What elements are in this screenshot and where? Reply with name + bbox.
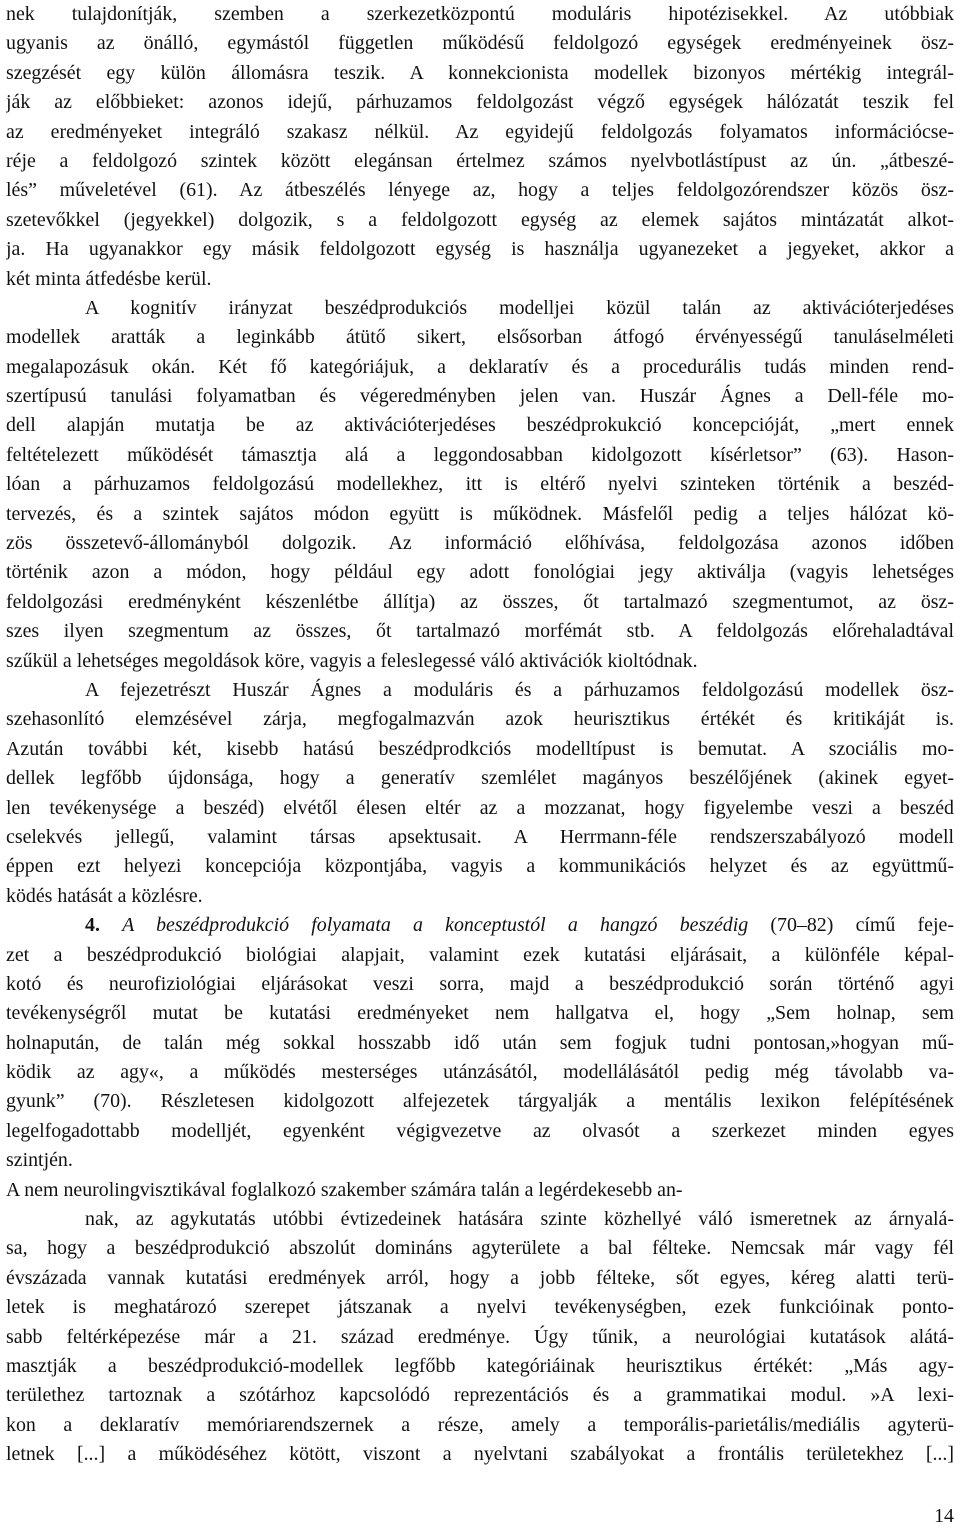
text-line: szintjén. <box>6 1149 73 1172</box>
text-line: dell alapján mutatja be az aktivációterjedéses beszédprokukció koncepcióját, „mert ennek <box>6 414 954 437</box>
body-text <box>6 0 954 1470</box>
text-line: gyunk” (70). Részletesen kidolgozott alfejezetek tárgyalják a mentális lexikon felépítésének <box>6 1090 954 1113</box>
text-line: ják az előbbieket: azonos idejű, párhuzamos feldolgozást végző egységek hálózatát teszik fel <box>6 91 954 114</box>
text-line: szegzését egy külön állomásra teszik. A konnekcionista modellek bizonyos mértékig integrál- <box>6 61 954 84</box>
text-line: zet a beszédprodukció biológiai alapjait, valamint ezek kutatási eljárásait, a különféle képal- <box>6 943 954 966</box>
text-line: feltételezett működését támasztja alá a leggondosabban kidolgozott kísérletsor” (63). Hason- <box>6 443 954 466</box>
text-line: nak, az agykutatás utóbbi évtizedeinek hatására szinte közhellyé váló ismeretnek az árnyalá- <box>85 1208 954 1231</box>
text-line: kotó és neurofiziológiai eljárásokat veszi sorra, majd a beszédprodukció során történő agyi <box>6 972 954 995</box>
chapter-title: A beszédprodukció folyamata a konceptustól a hangzó beszédig <box>122 914 749 937</box>
text-line: A fejezetrészt Huszár Ágnes a moduláris és a párhuzamos feldolgozású modellek ösz- <box>85 678 954 701</box>
text-line: szertípusú tanulási folyamatban és végeredményben jelen van. Huszár Ágnes a Dell-féle mo- <box>6 385 954 408</box>
text-line: A nem neurolingvisztikával foglalkozó szakember számára talán a legérdekesebb an- <box>6 1178 683 1201</box>
text-line: lóan a párhuzamos feldolgozású modellekhez, itt is eltérő nyelvi szinteken történik a beszéd- <box>6 473 954 496</box>
text-line: szetevőkkel (jegyekkel) dolgozik, s a feldolgozott egység az elemek sajátos mintázatát alkot- <box>6 208 954 231</box>
text-line: történik azon a módon, hogy például egy adott fonológiai jegy aktiválja (vagyis lehetséges <box>6 561 954 584</box>
text-line: szehasonlító elemzésével zárja, megfogalmazván azok heurisztikus értékét és kritikáját is. <box>6 708 954 731</box>
text-line: az eredményeket integráló szakasz nélkül. Az egyidejű feldolgozás folyamatos információcse- <box>6 120 954 143</box>
text-line: len tevékenysége a beszéd) elvétől élesen eltér az a mozzanat, hogy figyelembe veszi a beszéd <box>6 796 954 819</box>
chapter-reference: (70–82) című feje- <box>748 914 954 937</box>
text-line: letek is meghatározó szerepet játszanak a nyelvi tevékenységben, ezek funkcióinak ponto- <box>6 1296 954 1319</box>
text-line: nek tulajdonítják, szemben a szerkezetközpontú moduláris hipotézisekkel. Az utóbbiak <box>6 3 954 25</box>
text-line: modellek aratták a leginkább átütő sikert, elsősorban átfogó érvényességű tanuláselméleti <box>6 326 954 349</box>
text-line: Azután további két, kisebb hatású beszédprodkciós modelltípust is bemutat. A szociális mo- <box>6 737 954 760</box>
text-line: A kognitív irányzat beszédprodukciós modelljei közül talán az aktivációterjedéses <box>85 296 954 319</box>
text-line: két minta átfedésbe kerül. <box>6 267 212 290</box>
text-line: cselekvés jellegű, valamint társas apsektusait. A Herrmann-féle rendszerszabályozó modell <box>6 825 954 848</box>
text-line: dellek legfőbb újdonsága, hogy a generatív szemlélet magányos beszélőjének (akinek egyet- <box>6 767 954 790</box>
section-4-heading-line <box>6 911 954 940</box>
page-number: 14 <box>934 1505 954 1527</box>
text-line: évszázada vannak kutatási eredmények arról, hogy a jobb félteke, sőt egyes, kéreg alatti terü- <box>6 1266 954 1289</box>
text-line: zös összetevő-állományból dolgozik. Az információ előhívása, feldolgozása azonos időben <box>6 532 954 555</box>
text-line: legelfogadottabb modelljét, egyenként végigvezetve az olvasót a szerkezet minden egyes <box>6 1119 954 1142</box>
text-line: letnek [...] a működéséhez kötött, viszont a nyelvtani szabályokat a frontális területekhez [...] <box>6 1443 954 1466</box>
document-page <box>6 0 954 1537</box>
text-line: ugyanis az önálló, egymástól független működésű feldolgozó egységek eredményeinek ösz- <box>6 32 954 55</box>
text-line: éppen ezt helyezi koncepciója központjába, vagyis a kommunikációs helyzet és az együttmű- <box>6 855 954 878</box>
text-line: szűkül a lehetséges megoldások köre, vagyis a feleslegessé váló aktivációk kioltódnak. <box>6 649 698 672</box>
text-line: sabb feltérképezése már a 21. század eredménye. Úgy tűnik, a neurológiai kutatások alátá- <box>6 1325 954 1348</box>
text-line: lés” műveletével (61). Az átbeszélés lényege az, hogy a teljes feldolgozórendszer közös ösz- <box>6 179 954 202</box>
text-line: ja. Ha ugyanakkor egy másik feldolgozott egység is használja ugyanezeket a jegyeket, akkor a <box>6 238 954 261</box>
text-line: sa, hogy a beszédprodukció abszolút domináns agyterülete a bal félteke. Nemcsak már vagy fél <box>6 1237 954 1260</box>
text-line: feldolgozási eredményként készenlétbe állítja) az összes, őt tartalmazó szegmentumot, az ösz- <box>6 590 954 613</box>
text-line: ködés hatását a közlésre. <box>6 884 203 907</box>
text-line: tevékenységről mutat be kutatási eredményeket nem hallgatva el, hogy „Sem holnap, sem <box>6 1002 954 1025</box>
text-line: ködik az agy«, a működés mesterséges utánzásától, modellálásától pedig még távolabb va- <box>6 1061 954 1084</box>
text-line: tervezés, és a szintek sajátos módon együtt is működnek. Másfelől pedig a teljes hálózat kö- <box>6 502 954 525</box>
text-line: masztják a beszédprodukció-modellek legfőbb kategóriáinak heurisztikus értékét: „Más agy- <box>6 1354 954 1377</box>
text-line: réje a feldolgozó szintek között elegánsan értelmez számos nyelvbotlástípust az ún. „átbeszé- <box>6 149 954 172</box>
text-line: kon a deklaratív memóriarendszernek a része, amely a temporális-parietális/mediális agyterü- <box>6 1413 954 1436</box>
text-line: megalapozásuk okán. Két fő kategóriájuk, a deklaratív és a procedurális tudás minden rend- <box>6 355 954 378</box>
text-line: szes ilyen szegmentum az összes, őt tartalmazó morfémát stb. A feldolgozás előrehaladtával <box>6 620 954 643</box>
text-line: területhez tartoznak a szótárhoz kapcsolódó reprezentációs és a grammatikai modul. »A lexi- <box>6 1384 954 1407</box>
section-number: 4. <box>85 914 100 937</box>
text-line: holnapután, de talán még sokkal hosszabb idő után sem fogjuk tudni pontosan,»hogyan mű- <box>6 1031 954 1054</box>
